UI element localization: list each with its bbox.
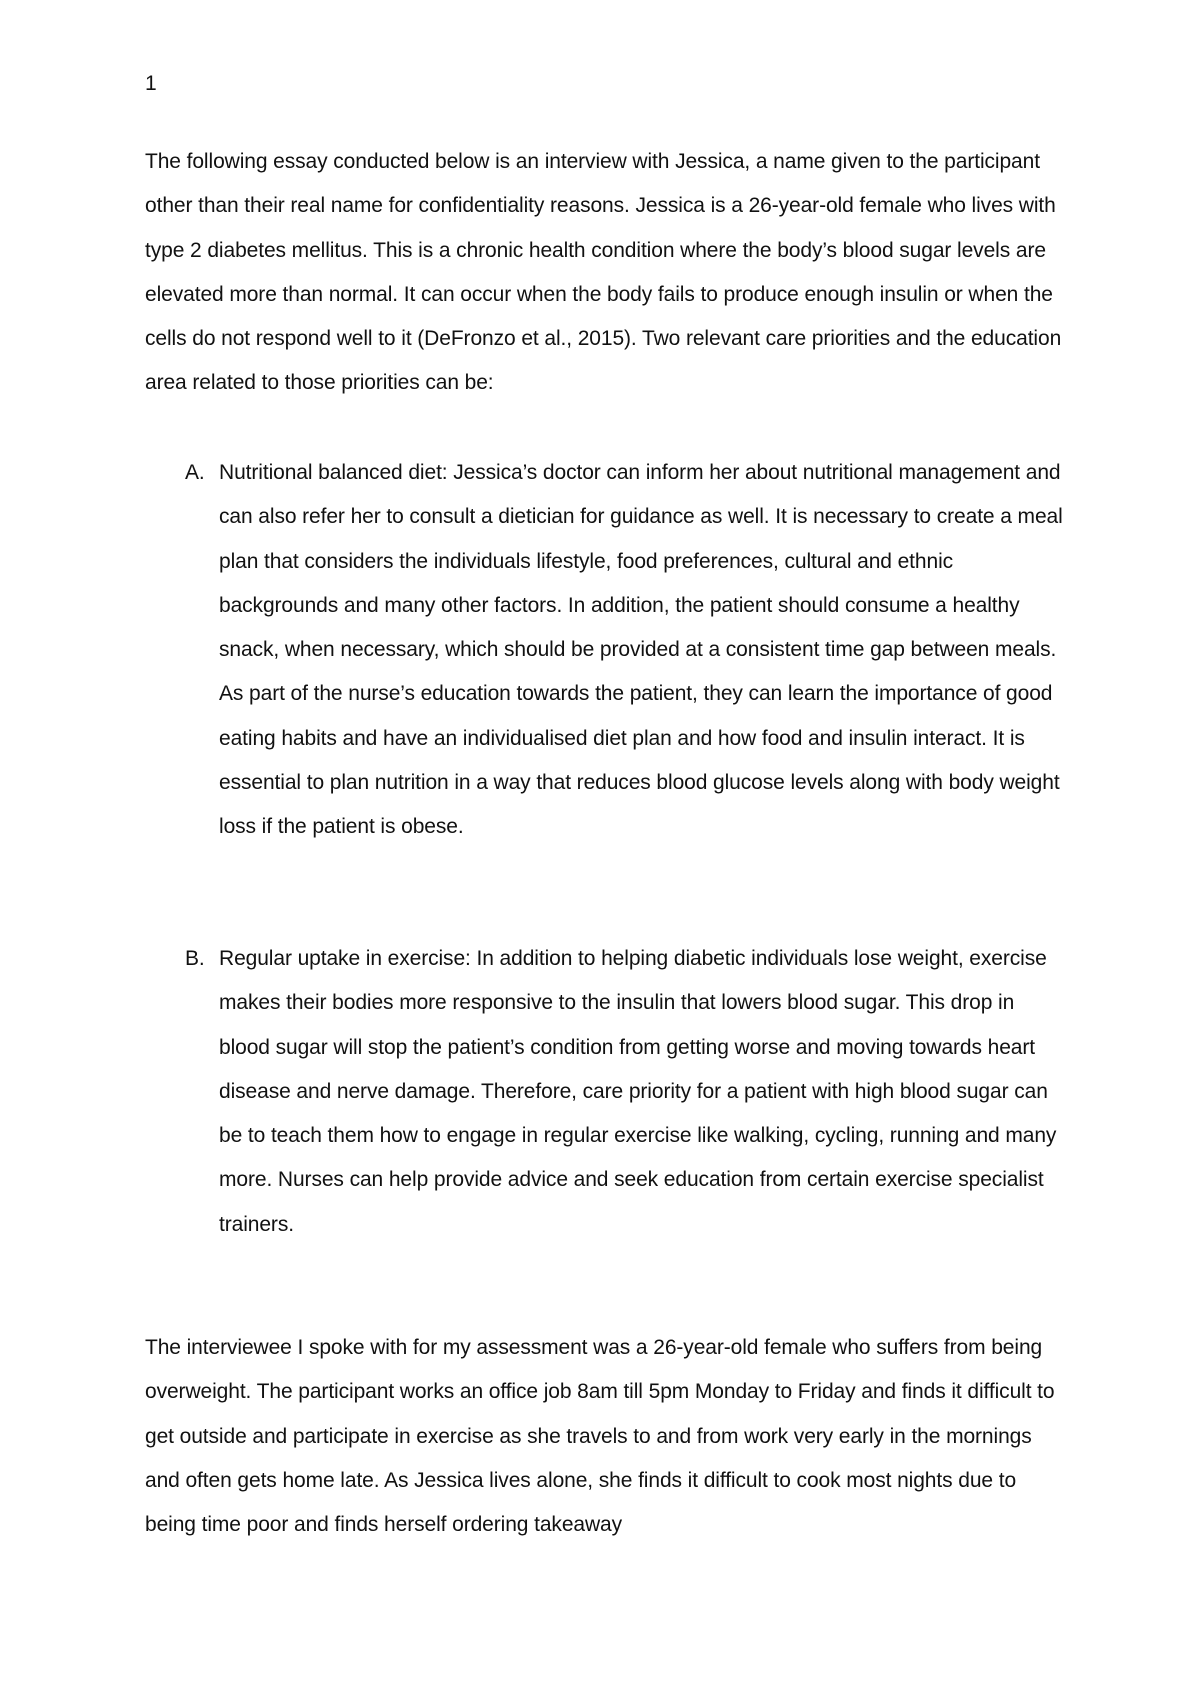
care-priority-marker-b: B. [185, 947, 205, 970]
care-priority-marker-a: A. [185, 461, 205, 484]
care-priority-text-a: Nutritional balanced diet: Jessica’s doctor can inform her about nutritional management and can also refer her to consult a dietician for guidance as well. It is necessary to create a meal plan that considers the individuals lifestyle, food preferences, cultural and ethnic backgrounds and many other factors. In addition, the patient should consume a healthy snack, when necessary, which should be provided at a consistent time gap between meals. As part of the nurse’s education towards the patient, they can learn the importance of good eating habits and have an individualised diet plan and how food and insulin interact. It is essential to plan nutrition in a way that reduces blood glucose levels along with body weight loss if the patient is obese. [219, 461, 1063, 839]
care-priority-item-b [145, 937, 1070, 1247]
page-number: 1 [145, 72, 157, 95]
closing-paragraph: The interviewee I spoke with for my assessment was a 26-year-old female who suffers from being overweight. The participant works an office job 8am till 5pm Monday to Friday and finds it difficult to get outside and participate in exercise as she travels to and from work very early in the mornings and often gets home late. As Jessica lives alone, she finds it difficult to cook most nights due to being time poor and finds herself ordering takeaway [145, 1336, 1055, 1537]
care-priority-text-b: Regular uptake in exercise: In addition to helping diabetic individuals lose weight, exercise makes their bodies more responsive to the insulin that lowers blood sugar. This drop in blood sugar will stop the patient’s condition from getting worse and moving towards heart disease and nerve damage. Therefore, care priority for a patient with high blood sugar can be to teach them how to engage in regular exercise like walking, cycling, running and many more. Nurses can help provide advice and seek education from certain exercise specialist trainers. [219, 947, 1057, 1236]
intro-paragraph: The following essay conducted below is an interview with Jessica, a name given to the participant other than their real name for confidentiality reasons. Jessica is a 26-year-old female who lives with type 2 diabetes mellitus. This is a chronic health condition where the body’s blood sugar levels are elevated more than normal. It can occur when the body fails to produce enough insulin or when the cells do not respond well to it (DeFronzo et al., 2015). Two relevant care priorities and the education area related to those priorities can be: [145, 150, 1062, 395]
care-priority-list-b [145, 937, 1070, 1247]
care-priority-item-a [145, 451, 1070, 850]
care-priority-list-a [145, 451, 1070, 850]
